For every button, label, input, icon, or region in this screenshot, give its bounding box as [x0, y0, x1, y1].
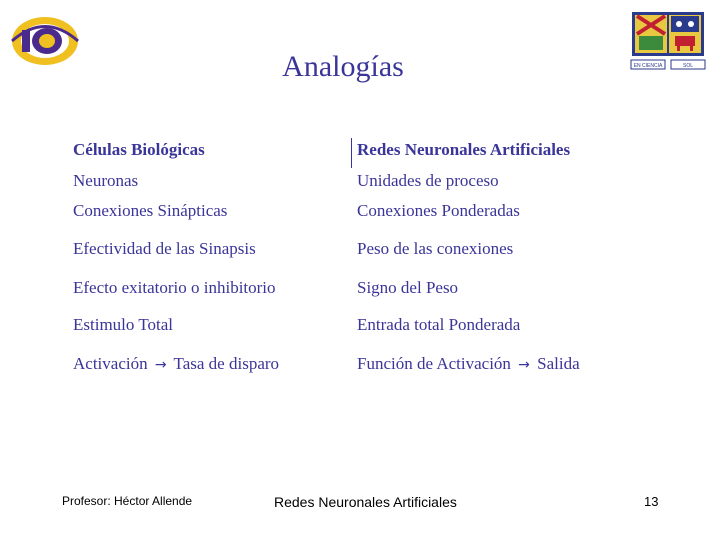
- left-item: Conexiones Sinápticas: [73, 201, 228, 220]
- footer-course: Redes Neuronales Artificiales: [274, 494, 457, 510]
- left-item-part: Activación: [73, 354, 148, 373]
- column-divider: [351, 138, 352, 168]
- page-number: 13: [644, 494, 659, 509]
- right-header: Redes Neuronales Artificiales: [357, 140, 571, 159]
- arrow-icon: →: [518, 357, 530, 373]
- right-item: Peso de las conexiones: [357, 239, 514, 258]
- left-header: Células Biológicas: [73, 140, 205, 159]
- left-item: Neuronas: [73, 171, 139, 190]
- crest-motto-right: SOL: [682, 63, 694, 69]
- arrow-icon: →: [154, 357, 167, 373]
- left-item: Efectividad de las Sinapsis: [73, 239, 256, 258]
- right-item: Signo del Peso: [357, 278, 459, 297]
- left-item: Efecto exitatorio o inhibitorio: [73, 278, 276, 297]
- left-item: Estimulo Total: [73, 315, 174, 334]
- right-item-activation: [357, 354, 580, 374]
- right-item-part: Salida: [537, 354, 580, 373]
- right-item-part: Función de Activación: [357, 354, 511, 373]
- right-item: Conexiones Ponderadas: [357, 201, 520, 220]
- slide-title: Analogías: [282, 50, 404, 83]
- crest-motto-left: EN CIENCIA: [633, 63, 663, 69]
- left-item-activation: [73, 354, 279, 374]
- right-item: Unidades de proceso: [357, 171, 499, 190]
- right-item: Entrada total Ponderada: [357, 315, 521, 334]
- footer-author: Profesor: Héctor Allende: [62, 494, 193, 508]
- left-item-part: Tasa de disparo: [173, 354, 280, 373]
